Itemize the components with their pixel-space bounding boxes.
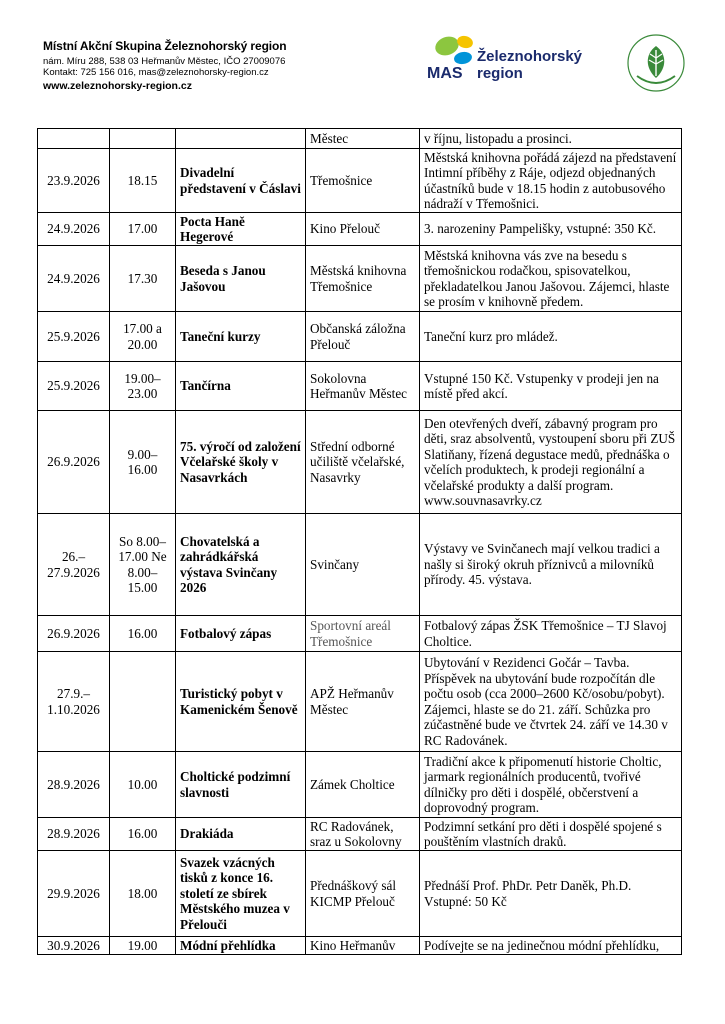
- cell-description: 3. narozeniny Pampelišky, vstupné: 350 Kč.: [420, 213, 682, 246]
- mas-logo-mas: MAS: [427, 65, 463, 82]
- cell-place: Sokolovna Heřmanův Městec: [306, 362, 420, 411]
- cell-description: v říjnu, listopadu a prosinci.: [420, 129, 682, 149]
- table-row: [38, 514, 682, 616]
- table-row: [38, 149, 682, 213]
- cell-place: Přednáškový sál KICMP Přelouč: [306, 851, 420, 937]
- cell-date: [38, 129, 110, 149]
- cell-time: 17.30: [110, 246, 176, 312]
- table-row: [38, 362, 682, 411]
- table-row: [38, 752, 682, 818]
- cell-place: Kino Heřmanův: [306, 937, 420, 955]
- cell-date: 24.9.2026: [38, 213, 110, 246]
- cell-description: Výstavy ve Svinčanech mají velkou tradici a našly si široký okruh příznivců a milovníků přírody. 45. výstava.: [420, 514, 682, 616]
- seal-icon: [625, 32, 687, 94]
- cell-description: Fotbalový zápas ŽSK Třemošnice – TJ Slavoj Choltice.: [420, 616, 682, 652]
- org-contact: Kontakt: 725 156 016, mas@zeleznohorsky-region.cz: [43, 67, 269, 78]
- table-row: [38, 652, 682, 752]
- cell-date: 28.9.2026: [38, 752, 110, 818]
- cell-event-name: Fotbalový zápas: [176, 616, 306, 652]
- table-row: [38, 213, 682, 246]
- cell-time: 18.15: [110, 149, 176, 213]
- table-row: [38, 129, 682, 149]
- cell-date: 30.9.2026: [38, 937, 110, 955]
- cell-description: Taneční kurz pro mládež.: [420, 312, 682, 362]
- cell-date: 25.9.2026: [38, 362, 110, 411]
- cell-time: 16.00: [110, 616, 176, 652]
- table-row: [38, 818, 682, 851]
- cell-event-name: 75. výročí od založení Včelařské školy v Nasavrkách: [176, 411, 306, 514]
- cell-time: [110, 652, 176, 752]
- cell-time: 17.00 a 20.00: [110, 312, 176, 362]
- cell-description: Ubytování v Rezidenci Gočár – Tavba. Příspěvek na ubytování bude rozpočítán dle počtu osob (cca 2000–2600 Kč/osobu/pobyt). Zájemci, hlaste se do 21. září. Schůzka pro zúčastněné bude ve čtvrtek 24. září ve 14.30 v RC Radovánek.: [420, 652, 682, 752]
- cell-description: Den otevřených dveří, zábavný program pro děti, sraz absolventů, vystoupení sboru při ZUŠ Slatiňany, řízená degustace medů, přednáška o včelích produktech, k prodeji regionální a včelařské produkty a další program. www.souvnasavrky.cz: [420, 411, 682, 514]
- cell-event-name: Beseda s Janou Jašovou: [176, 246, 306, 312]
- cell-date: 25.9.2026: [38, 312, 110, 362]
- events-table: [37, 128, 682, 955]
- cell-place: Sportovní areál Třemošnice: [306, 616, 420, 652]
- cell-place: Městská knihovna Třemošnice: [306, 246, 420, 312]
- cell-time: 19.00: [110, 937, 176, 955]
- table-row: [38, 411, 682, 514]
- mas-logo: [425, 32, 605, 96]
- cell-event-name: [176, 129, 306, 149]
- table-row: [38, 851, 682, 937]
- cell-place: Svinčany: [306, 514, 420, 616]
- cell-place: RC Radovánek, sraz u Sokolovny: [306, 818, 420, 851]
- cell-place: Městec: [306, 129, 420, 149]
- cell-time: 9.00–16.00: [110, 411, 176, 514]
- cell-date: 29.9.2026: [38, 851, 110, 937]
- org-info: [43, 40, 287, 93]
- mas-logo-line1: Železnohorský: [477, 48, 583, 65]
- cell-date: 27.9.–1.10.2026: [38, 652, 110, 752]
- cell-event-name: Choltické podzimní slavnosti: [176, 752, 306, 818]
- org-website: www.zeleznohorsky-region.cz: [43, 80, 192, 92]
- cell-description: Vstupné 150 Kč. Vstupenky v prodeji jen na místě před akcí.: [420, 362, 682, 411]
- cell-place: Střední odborné učiliště včelařské, Nasavrky: [306, 411, 420, 514]
- cell-description: Městská knihovna pořádá zájezd na představení Intimní příběhy z Ráje, odjezd objednaných účastníků bude v 18.15 hodin z autobusového nádraží v Třemošnici.: [420, 149, 682, 213]
- cell-description: Podzimní setkání pro děti i dospělé spojené s pouštěním vlastních draků.: [420, 818, 682, 851]
- cell-event-name: Chovatelská a zahrádkářská výstava Svinčany 2026: [176, 514, 306, 616]
- cell-event-name: Tančírna: [176, 362, 306, 411]
- cell-event-name: Svazek vzácných tisků z konce 16. století ze sbírek Městského muzea v Přelouči: [176, 851, 306, 937]
- cell-date: 28.9.2026: [38, 818, 110, 851]
- cell-date: 23.9.2026: [38, 149, 110, 213]
- cell-time: 10.00: [110, 752, 176, 818]
- cell-event-name: Divadelní představení v Čáslavi: [176, 149, 306, 213]
- cell-place: Kino Přelouč: [306, 213, 420, 246]
- table-row: [38, 246, 682, 312]
- cell-place: Občanská záložna Přelouč: [306, 312, 420, 362]
- cell-time: [110, 129, 176, 149]
- cell-description: Podívejte se na jedinečnou módní přehlídku,: [420, 937, 682, 955]
- regional-product-seal: [625, 32, 687, 94]
- cell-time: 18.00: [110, 851, 176, 937]
- cell-date: 26.–27.9.2026: [38, 514, 110, 616]
- cell-date: 24.9.2026: [38, 246, 110, 312]
- cell-place: Třemošnice: [306, 149, 420, 213]
- org-name: Místní Akční Skupina Železnohorský region: [43, 39, 287, 53]
- cell-event-name: Taneční kurzy: [176, 312, 306, 362]
- cell-description: Městská knihovna vás zve na besedu s třemošnickou rodačkou, spisovatelkou, překladatelkou Janou Jašovou. Zájemci, hlaste se prosím v knihovně předem.: [420, 246, 682, 312]
- cell-time: 16.00: [110, 818, 176, 851]
- cell-date: 26.9.2026: [38, 616, 110, 652]
- cell-description: Přednáší Prof. PhDr. Petr Daněk, Ph.D. Vstupné: 50 Kč: [420, 851, 682, 937]
- cell-time: So 8.00–17.00 Ne 8.00–15.00: [110, 514, 176, 616]
- cell-time: 17.00: [110, 213, 176, 246]
- cell-event-name: Módní přehlídka: [176, 937, 306, 955]
- cell-event-name: Turistický pobyt v Kamenickém Šenově: [176, 652, 306, 752]
- table-row: [38, 616, 682, 652]
- cell-event-name: Pocta Haně Hegerové: [176, 213, 306, 246]
- org-address: nám. Míru 288, 538 03 Heřmanův Městec, IČO 27009076: [43, 56, 286, 67]
- cell-place: APŽ Heřmanův Městec: [306, 652, 420, 752]
- cell-description: Tradiční akce k připomenutí historie Choltic, jarmark regionálních producentů, tvořivé dílničky pro děti i dospělé, občerstvení a doprovodný program.: [420, 752, 682, 818]
- table-row: [38, 312, 682, 362]
- cell-date: 26.9.2026: [38, 411, 110, 514]
- cell-event-name: Drakiáda: [176, 818, 306, 851]
- cell-time: 19.00–23.00: [110, 362, 176, 411]
- cell-place: Zámek Choltice: [306, 752, 420, 818]
- table-row: [38, 937, 682, 955]
- mas-logo-line2: region: [477, 65, 523, 82]
